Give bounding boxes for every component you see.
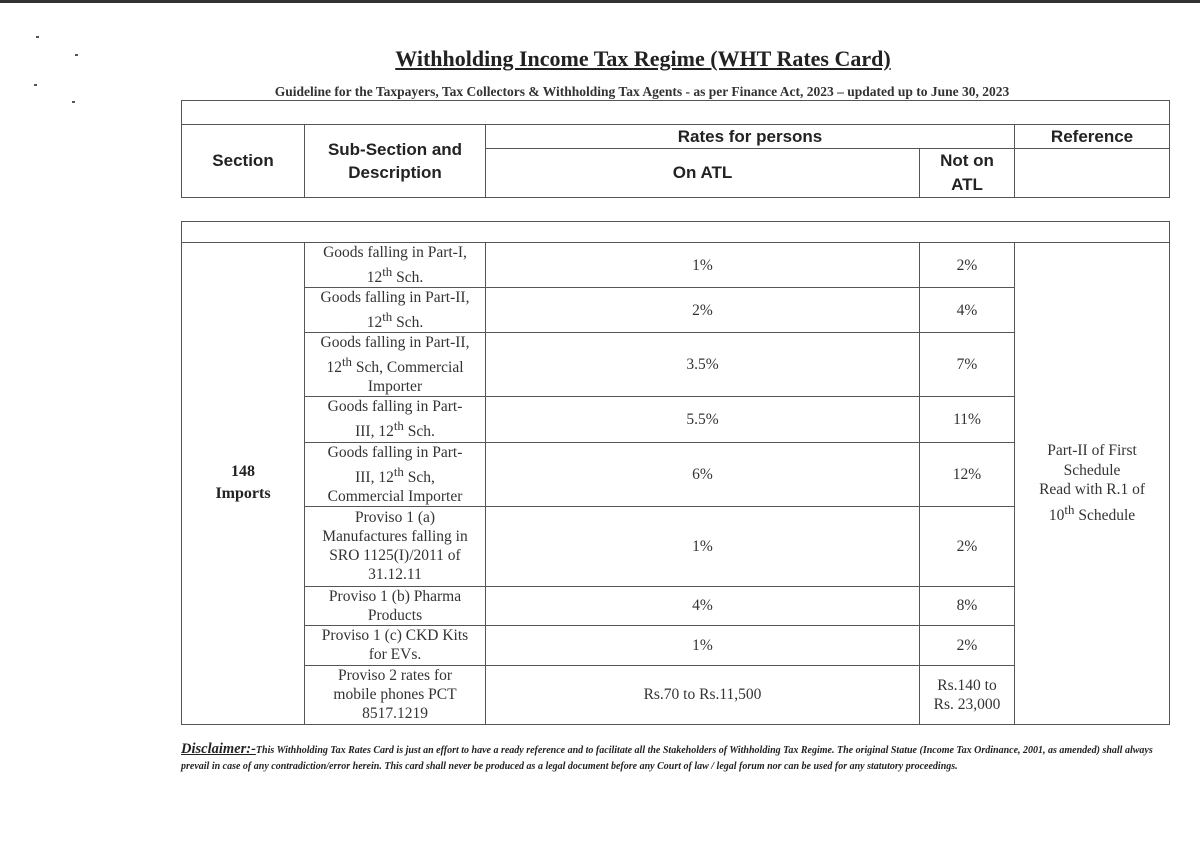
row-description: Proviso 1 (c) CKD Kits for EVs. <box>305 625 486 665</box>
scan-speck <box>72 101 75 103</box>
section-148-cell: 148 Imports <box>182 243 305 725</box>
row-description: Goods falling in Part-II, 12th Sch. <box>305 288 486 333</box>
header-reference-blank <box>1015 149 1170 198</box>
rate-not-on-atl: 11% <box>920 397 1015 442</box>
row-description: Proviso 2 rates for mobile phones PCT 8517.1219 <box>305 665 486 724</box>
table-blank-row <box>182 222 1170 243</box>
rate-on-atl: 4% <box>486 586 920 625</box>
row-description: Goods falling in Part- III, 12th Sch, Commercial Importer <box>305 442 486 506</box>
rate-on-atl: 2% <box>486 288 920 333</box>
document-subtitle: Guideline for the Taxpayers, Tax Collectors & Withholding Tax Agents - as per Finance Act, 2023 – updated up to June 30, 2023 <box>274 84 1010 99</box>
row-description: Proviso 1 (a) Manufactures falling in SRO 1125(I)/2011 of 31.12.11 <box>305 506 486 586</box>
scan-top-edge <box>0 0 1200 3</box>
header-on-atl: On ATL <box>486 149 920 198</box>
rate-on-atl: 1% <box>486 625 920 665</box>
header-table <box>181 100 1170 198</box>
row-description: Proviso 1 (b) Pharma Products <box>305 586 486 625</box>
row-description: Goods falling in Part-II, 12th Sch, Commercial Importer <box>305 333 486 397</box>
document-title: Withholding Income Tax Regime (WHT Rates Card) <box>395 46 891 71</box>
scan-speck <box>36 36 39 38</box>
header-blank-row <box>182 101 1170 125</box>
header-reference: Reference <box>1015 125 1170 149</box>
rate-on-atl: 1% <box>486 506 920 586</box>
row-description: Goods falling in Part-I, 12th Sch. <box>305 243 486 288</box>
header-rates-for-persons: Rates for persons <box>486 125 1015 149</box>
rate-not-on-atl: 4% <box>920 288 1015 333</box>
rate-not-on-atl: 2% <box>920 625 1015 665</box>
table-row <box>182 243 1170 288</box>
rate-not-on-atl: 2% <box>920 506 1015 586</box>
disclaimer-text-line2: prevail in case of any contradiction/error herein. This card shall never be produced as a legal document before any Court of law / legal forum nor can be used for any statutory proceedings. <box>181 761 958 772</box>
rate-on-atl: Rs.70 to Rs.11,500 <box>486 665 920 724</box>
reference-cell: Part-II of First Schedule Read with R.1 of 10th Schedule <box>1015 243 1170 725</box>
rate-not-on-atl: 8% <box>920 586 1015 625</box>
rate-not-on-atl: Rs.140 to Rs. 23,000 <box>920 665 1015 724</box>
rate-not-on-atl: 7% <box>920 333 1015 397</box>
rate-not-on-atl: 2% <box>920 243 1015 288</box>
disclaimer <box>181 741 1181 775</box>
disclaimer-label: Disclaimer:- <box>181 741 256 757</box>
rate-on-atl: 1% <box>486 243 920 288</box>
rates-table <box>181 221 1170 725</box>
header-subsection: Sub-Section and Description <box>305 125 486 198</box>
rate-not-on-atl: 12% <box>920 442 1015 506</box>
disclaimer-text-line1: This Withholding Tax Rates Card is just an effort to have a ready reference and to facilitate all the Stakeholders of Withholding Tax Regime. The original Statue (Income Tax Ordinance, 2001, as amended) shall always <box>255 745 1153 756</box>
row-description: Goods falling in Part- III, 12th Sch. <box>305 397 486 442</box>
rate-on-atl: 6% <box>486 442 920 506</box>
rate-on-atl: 3.5% <box>486 333 920 397</box>
header-section: Section <box>182 125 305 198</box>
rate-on-atl: 5.5% <box>486 397 920 442</box>
header-not-on-atl: Not on ATL <box>920 149 1015 198</box>
